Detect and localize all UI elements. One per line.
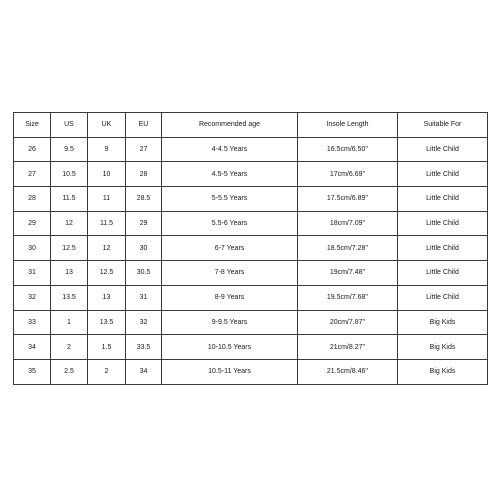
header-suitable-for: Suitable For xyxy=(398,113,488,138)
table-row xyxy=(14,285,488,310)
cell-insole-length: 18.5cm/7.28'' xyxy=(298,236,398,261)
cell-recommended-age: 7-8 Years xyxy=(162,261,298,286)
header-uk: UK xyxy=(88,113,126,138)
cell-suitable-for: Big Kids xyxy=(398,310,488,335)
cell-eu: 28 xyxy=(126,162,162,187)
cell-uk: 12 xyxy=(88,236,126,261)
cell-us: 12 xyxy=(51,211,88,236)
table-row xyxy=(14,236,488,261)
cell-insole-length: 17cm/6.69'' xyxy=(298,162,398,187)
cell-uk: 11.5 xyxy=(88,211,126,236)
cell-size: 28 xyxy=(14,187,51,212)
cell-us: 1 xyxy=(51,310,88,335)
table-row xyxy=(14,335,488,360)
cell-suitable-for: Little Child xyxy=(398,162,488,187)
cell-size: 34 xyxy=(14,335,51,360)
cell-recommended-age: 8-9 Years xyxy=(162,285,298,310)
cell-size: 27 xyxy=(14,162,51,187)
cell-suitable-for: Big Kids xyxy=(398,335,488,360)
cell-eu: 32 xyxy=(126,310,162,335)
cell-suitable-for: Little Child xyxy=(398,285,488,310)
cell-recommended-age: 5.5-6 Years xyxy=(162,211,298,236)
cell-us: 13 xyxy=(51,261,88,286)
header-eu: EU xyxy=(126,113,162,138)
cell-recommended-age: 10-10.5 Years xyxy=(162,335,298,360)
cell-eu: 28.5 xyxy=(126,187,162,212)
cell-us: 2 xyxy=(51,335,88,360)
cell-uk: 13.5 xyxy=(88,310,126,335)
cell-us: 10.5 xyxy=(51,162,88,187)
header-us: US xyxy=(51,113,88,138)
cell-uk: 11 xyxy=(88,187,126,212)
cell-suitable-for: Little Child xyxy=(398,137,488,162)
cell-size: 35 xyxy=(14,359,51,384)
header-recommended-age: Recommended age xyxy=(162,113,298,138)
table-row xyxy=(14,187,488,212)
cell-suitable-for: Little Child xyxy=(398,187,488,212)
cell-us: 12.5 xyxy=(51,236,88,261)
cell-insole-length: 19cm/7.48'' xyxy=(298,261,398,286)
cell-us: 9.5 xyxy=(51,137,88,162)
cell-size: 30 xyxy=(14,236,51,261)
cell-eu: 31 xyxy=(126,285,162,310)
table-row xyxy=(14,359,488,384)
table-row xyxy=(14,162,488,187)
cell-insole-length: 16.5cm/6.50'' xyxy=(298,137,398,162)
cell-insole-length: 18cm/7.09'' xyxy=(298,211,398,236)
cell-uk: 9 xyxy=(88,137,126,162)
cell-size: 29 xyxy=(14,211,51,236)
cell-uk: 1.5 xyxy=(88,335,126,360)
cell-eu: 27 xyxy=(126,137,162,162)
cell-eu: 34 xyxy=(126,359,162,384)
cell-recommended-age: 4.5-5 Years xyxy=(162,162,298,187)
cell-insole-length: 17.5cm/6.89'' xyxy=(298,187,398,212)
size-chart xyxy=(13,112,488,385)
table-row xyxy=(14,211,488,236)
cell-uk: 13 xyxy=(88,285,126,310)
cell-recommended-age: 4-4.5 Years xyxy=(162,137,298,162)
cell-size: 33 xyxy=(14,310,51,335)
cell-uk: 10 xyxy=(88,162,126,187)
cell-us: 11.5 xyxy=(51,187,88,212)
cell-uk: 2 xyxy=(88,359,126,384)
cell-suitable-for: Big Kids xyxy=(398,359,488,384)
cell-eu: 30.5 xyxy=(126,261,162,286)
cell-us: 2.5 xyxy=(51,359,88,384)
cell-recommended-age: 10.5-11 Years xyxy=(162,359,298,384)
table-row xyxy=(14,137,488,162)
table-header-row xyxy=(14,113,488,138)
cell-size: 26 xyxy=(14,137,51,162)
cell-suitable-for: Little Child xyxy=(398,236,488,261)
cell-eu: 30 xyxy=(126,236,162,261)
table-row xyxy=(14,310,488,335)
size-chart-table xyxy=(13,112,488,385)
cell-insole-length: 21.5cm/8.46'' xyxy=(298,359,398,384)
cell-eu: 29 xyxy=(126,211,162,236)
cell-suitable-for: Little Child xyxy=(398,261,488,286)
header-size: Size xyxy=(14,113,51,138)
cell-suitable-for: Little Child xyxy=(398,211,488,236)
header-insole-length: Insole Length xyxy=(298,113,398,138)
cell-us: 13.5 xyxy=(51,285,88,310)
cell-insole-length: 21cm/8.27'' xyxy=(298,335,398,360)
cell-insole-length: 19.5cm/7.68'' xyxy=(298,285,398,310)
table-body xyxy=(14,137,488,384)
cell-recommended-age: 5-5.5 Years xyxy=(162,187,298,212)
cell-eu: 33.5 xyxy=(126,335,162,360)
cell-uk: 12.5 xyxy=(88,261,126,286)
cell-recommended-age: 6-7 Years xyxy=(162,236,298,261)
cell-size: 32 xyxy=(14,285,51,310)
cell-recommended-age: 9-9.5 Years xyxy=(162,310,298,335)
table-row xyxy=(14,261,488,286)
cell-size: 31 xyxy=(14,261,51,286)
cell-insole-length: 20cm/7.87'' xyxy=(298,310,398,335)
